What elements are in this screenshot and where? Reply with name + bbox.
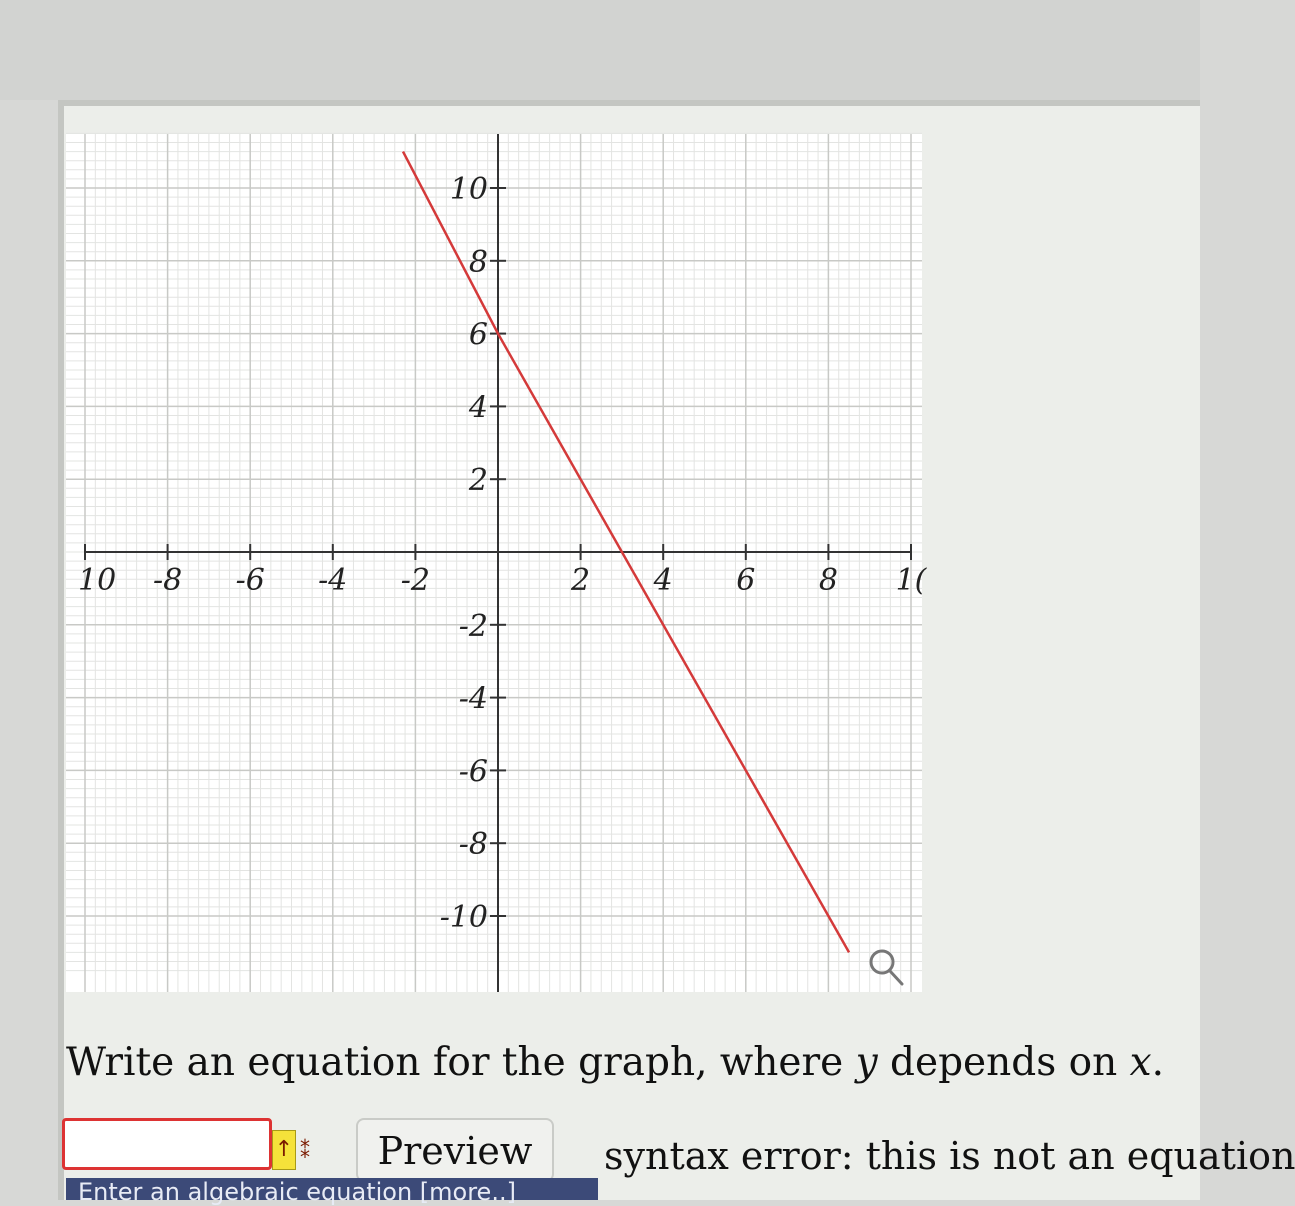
magnifier-icon[interactable] xyxy=(862,944,910,990)
x-tick-label: 4 xyxy=(653,563,673,598)
x-tick-label: 1( xyxy=(895,563,927,598)
input-hint-bar[interactable] xyxy=(66,1178,598,1206)
x-tick-label: 8 xyxy=(818,563,838,598)
preview-button[interactable]: Preview xyxy=(356,1118,554,1182)
y-tick-label: 2 xyxy=(468,463,488,499)
x-tick-label: -6 xyxy=(235,563,265,598)
x-tick-label: -2 xyxy=(400,563,431,598)
question-text xyxy=(66,1040,1186,1085)
graph xyxy=(66,134,927,992)
x-tick-label: 2 xyxy=(571,563,591,598)
input-hint-text: Enter an algebraic equation [more..] xyxy=(78,1178,516,1206)
x-tick-label: 10 xyxy=(78,563,117,598)
page-header-area xyxy=(0,0,1200,100)
input-helper-icon[interactable]: ↑ xyxy=(272,1130,296,1170)
syntax-error-message: syntax error: this is not an equation xyxy=(604,1134,1295,1178)
input-helper-tail-icon: ⁑ xyxy=(300,1139,310,1163)
y-tick-label: 4 xyxy=(468,390,488,426)
answer-input[interactable] xyxy=(62,1118,272,1170)
y-tick-label: 8 xyxy=(468,244,488,280)
variable-y: y xyxy=(855,1040,878,1085)
y-tick-label: -8 xyxy=(458,827,488,863)
y-tick-label: -4 xyxy=(458,681,488,717)
y-tick-label: 10 xyxy=(449,172,488,207)
y-tick-label: 6 xyxy=(468,317,488,353)
x-tick-label: 6 xyxy=(736,563,756,598)
x-tick-label: -4 xyxy=(318,563,348,598)
variable-x: x xyxy=(1129,1040,1152,1085)
y-tick-label: -6 xyxy=(458,754,488,790)
question-middle: depends on xyxy=(877,1040,1130,1085)
x-tick-label: -8 xyxy=(152,563,183,598)
y-tick-label: -10 xyxy=(439,900,488,935)
graph-svg xyxy=(66,134,927,992)
graph-background xyxy=(66,134,922,992)
question-prefix: Write an equation for the graph, where xyxy=(66,1040,856,1085)
y-tick-label: -2 xyxy=(458,608,488,644)
question-suffix: . xyxy=(1151,1040,1165,1085)
